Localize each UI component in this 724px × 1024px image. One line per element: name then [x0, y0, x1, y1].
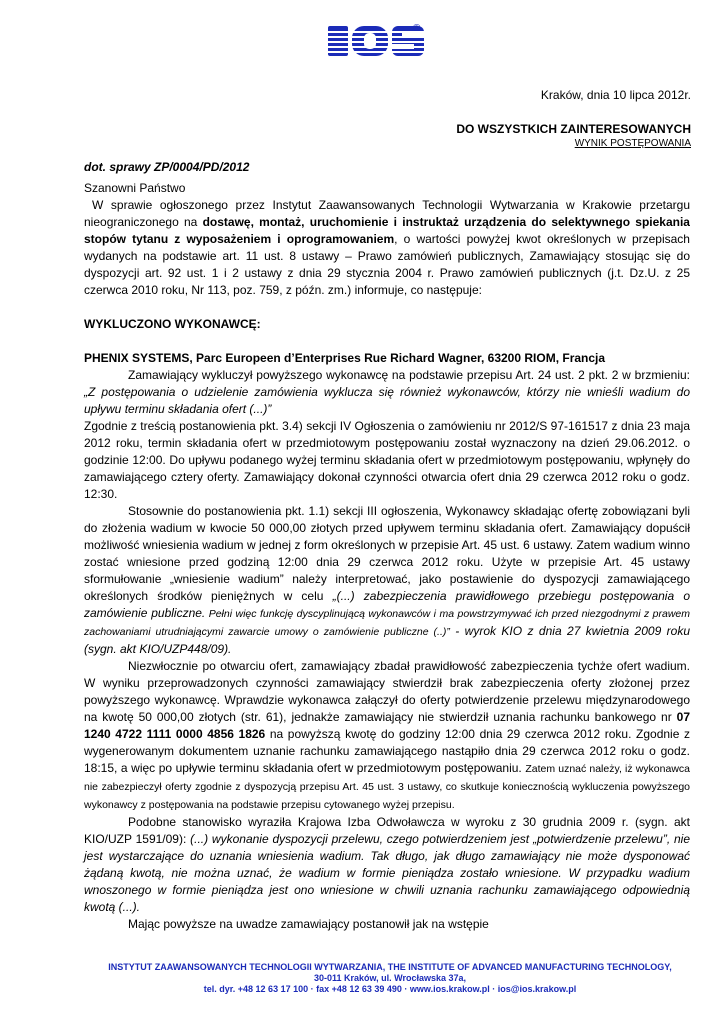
legal-quote-small: Pełni więc funkcję dyscyplinującą wykonawców i ma powstrzymywać ich przed niezgodnymi z prawem zachowaniami utrudniającymi zawarcie umowy o zamówienie publiczne (..)” [84, 608, 691, 638]
footer-address: 30-011 Kraków, ul. Wrocławska 37a, [313, 973, 467, 983]
text: Zamawiający wykluczył powyższego wykonawcę na podstawie przepisu Art. 24 ust. 2 pkt. 2 w brzmieniu: [128, 368, 690, 382]
footer-institute: INSTYTUT ZAAWANSOWANYCH TECHNOLOGII WYTWARZANIA, THE INSTITUTE OF ADVANCED MANUFACTURING TECHNOLOGY, [108, 962, 672, 972]
result-label: WYNIK POSTĘPOWANIA [574, 138, 691, 149]
tender-subject: dostawę, montaż, uruchomienie i instruktaż urządzenia do selektywnego spiekania stopów tytanu z wyposażeniem i oprogramowaniem [84, 215, 690, 246]
ios-logo [326, 22, 426, 60]
paragraph-closing: Mając powyższe na uwadze zamawiający postanowił jak na wstępie [128, 917, 489, 931]
text: Niezwłocznie po otwarciu ofert, zamawiający zbadał prawidłowość zabezpieczenia tychże ofert wadium. W wyniku przeprowadzonych czynności zamawiający stwierdził brak zabezpieczenia oferty złożonej przez powyższego wykonawcę. Wprawdzie wykonawca załączył do oferty potwierdzenie przelewu międzynarodowego na kwotę 50 000,00 złotych (str. 61), jednakże zamawiający nie stwierdził uznania rachunku bankowego nr [84, 659, 690, 724]
text: na powyższą kwotę do godziny 12:00 dnia 29 czerwca 2012 roku. Zgodnie z wygenerowanym dokumentem uznanie rachunku zamawiającego nastąpiło dnia 29 czerwca 2012 roku o godz. 18:15, a więc po upływie terminu składania ofert w przedmiotowym postępowaniu. [84, 727, 690, 775]
conclusion-small: Zatem uznać należy, iż wykonawca nie zabezpieczył oferty zgodnie z dyspozycją przepisu Art. 45 ust. 3 ustawy, co skutkuje koniecznością wykluczenia powyższego wykonawcy z postępowania na podstawie przepisu cytowanego wyżej przepisu. [84, 763, 691, 811]
judgment-citation: - wyrok KIO z dnia 27 kwietnia 2009 roku (sygn. akt KIO/UZP448/09). [84, 624, 690, 656]
letter-body [84, 180, 690, 933]
addressee: DO WSZYSTKICH ZAINTERESOWANYCH [456, 122, 691, 136]
case-reference: dot. sprawy ZP/0004/PD/2012 [84, 160, 250, 174]
text: W sprawie ogłoszonego przez Instytut Zaawansowanych Technologii Wytwarzania w Krakowie przetargu nieograniczonego na [84, 198, 690, 229]
contractor-name: PHENIX SYSTEMS, Parc Europeen d’Enterprises Rue Richard Wagner, 63200 RIOM, Francja [84, 351, 606, 365]
bank-account-number: 07 1240 4722 1111 0000 4856 1826 [84, 710, 690, 741]
registered-mark: ® [413, 23, 421, 34]
paragraph-intro [84, 197, 690, 299]
salutation: Szanowni Państwo [84, 181, 186, 195]
heading-excluded: WYKLUCZONO WYKONAWCĘ: [84, 317, 261, 331]
legal-quote: (...) wykonanie dyspozycji przelewu, czego potwierdzeniem jest „potwierdzenie przelewu”, nie jest wystarczające do uznania wniesienia wadium. Tak długo, jak długo zamawiający nie może dysponować żądaną kwotą, nie można uznać, że wadium w formie pieniądza zostało wniesione. W przypadku wadium wnoszonego w formie pieniądza jest ono wniesione w chwili uznania rachunku zamawiającego odpowiednią kwotą (...). [84, 832, 690, 914]
ios-logo-graphic [326, 22, 426, 60]
footer-contact: tel. dyr. +48 12 63 17 100 · fax +48 12 63 39 490 · www.ios.krakow.pl · ios@ios.krakow.pl [203, 984, 577, 994]
text: , o wartości powyżej kwot określonych w przepisach wydanych na podstawie art. 11 ust. 8 ustawy – Prawo zamówień publicznych, Zamawiający stosując się do dyspozycji art. 92 ust. 1 i 2 ustawy z dnia 29 stycznia 2004 r. Prawo zamówień publicznych (j.t. Dz.U. z 25 czerwca 2010 roku, Nr 113, poz. 759, z późn. zm.) informuje, co następuje: [84, 232, 690, 297]
footer [100, 962, 680, 995]
legal-quote: „(...) zabezpieczenia prawidłowego przebiegu postępowania o zamówienie publiczne. [84, 589, 690, 620]
date-line: Kraków, dnia 10 lipca 2012r. [540, 88, 691, 102]
paragraph-verification [84, 658, 690, 814]
paragraph-deadline: Zgodnie z treścią postanowienia pkt. 3.4) sekcji IV Ogłoszenia o zamówieniu nr 2012/S 97-161517 z dnia 23 maja 2012 roku, termin składania ofert w przedmiotowym postępowaniu został wyznaczony na dzień 29.06.2012. o godzinie 12:00. Do upływu podanego wyżej terminu składania ofert w przedmiotowym postępowaniu, wpłynęły do zamawiającego cztery oferty. Zamawiający dokonał czynności otwarcia ofert dnia 29 czerwca 2012 roku o godz. 12:30. [84, 419, 690, 501]
text: Stosownie do postanowienia pkt. 1.1) sekcji III ogłoszenia, Wykonawcy składając ofertę zobowiązani byli do złożenia wadium w kwocie 50 000,00 złotych przed upływem terminu składania ofert. Zamawiający dopuścił możliwość wniesienia wadium w jednej z form określonych w przepisie Art. 45 ust. 6 ustawy. Zatem wadium winno zostać wniesione przed godziną 12:00 dnia 29 czerwca 2012 roku. Użyte w przepisie Art. 45 ustawy sformułowanie „wniesienie wadium” należy interpretować, jako postawienie do dyspozycji zamawiającego określonych środków pieniężnych w celu [84, 504, 690, 603]
paragraph-deposit [84, 503, 690, 658]
text: Podobne stanowisko wyraziła Krajowa Izba Odwoławcza w wyroku z 30 grudnia 2009 r. (sygn. akt KIO/UZP 1591/09): [84, 815, 690, 846]
paragraph-kio-position [84, 814, 690, 916]
paragraph-exclusion [84, 367, 690, 418]
legal-quote: „Z postępowania o udzielenie zamówienia wyklucza się również wykonawców, którzy nie wnieśli wadium do upływu terminu składania ofert (...)” [84, 385, 690, 416]
